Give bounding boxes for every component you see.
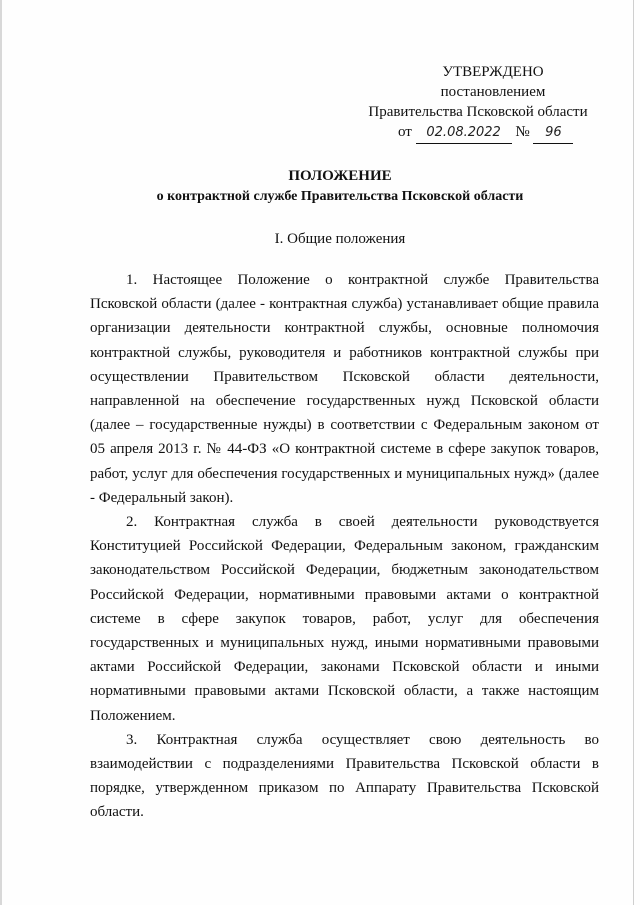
handwritten-number: 96 <box>545 125 562 140</box>
approval-block <box>358 62 598 144</box>
paragraph-2: 2. Контрактная служба в своей деятельности руководствуется Конституцией Российской Федерации, Федеральным законом, гражданским законодательством Российской Федерации, бюджетным законодательством Российской Федерации, нормативными правовыми актами о контрактной системе в сфере закупок товаров, работ, услуг для обеспечения государственных и муниципальных нужд, иными нормативными правовыми актами Российской Федерации, законами Псковской области и иными нормативными правовыми актами Псковской области, а также настоящим Положением. <box>90 514 599 724</box>
document-body <box>90 268 599 825</box>
paragraph-1: 1. Настоящее Положение о контрактной службе Правительства Псковской области (далее - контрактная служба) устанавливает общие правила организации деятельности контрактной службы, основные полномочия контрактной службы, руководителя и работников контрактной службы при осуществлении Правительством Псковской области деятельности, направленной на обеспечение государственных нужд Псковской области (далее – государственные нужды) в соответствии с Федеральным законом от 05 апреля 2013 г. № 44-ФЗ «О контрактной системе в сфере закупок товаров, работ, услуг для обеспечения государственных и муниципальных нужд» (далее - Федеральный закон). <box>90 272 599 506</box>
scan-edge-right <box>633 0 634 905</box>
approval-government: Правительства Псковской области <box>368 104 588 120</box>
date-prefix: от <box>398 124 412 140</box>
approval-stamp: УТВЕРЖДЕНО <box>442 64 544 80</box>
approval-decree: постановлением <box>440 84 546 100</box>
section-heading: I. Общие положения <box>274 231 406 247</box>
paragraph-3: 3. Контрактная служба осуществляет свою деятельность во взаимодействии с подразделениями Правительства Псковской области в порядке, утвержденном приказом по Аппарату Правительства Псковской области. <box>90 731 599 821</box>
approval-date-line <box>358 122 598 144</box>
scan-edge-left <box>0 0 2 905</box>
document-subtitle: о контрактной службе Правительства Псковской области <box>156 189 524 204</box>
document-title: ПОЛОЖЕНИЕ <box>288 168 392 184</box>
date-field <box>416 122 512 144</box>
number-field <box>533 122 573 144</box>
handwritten-date: 02.08.2022 <box>426 125 501 140</box>
number-prefix: № <box>515 124 530 140</box>
